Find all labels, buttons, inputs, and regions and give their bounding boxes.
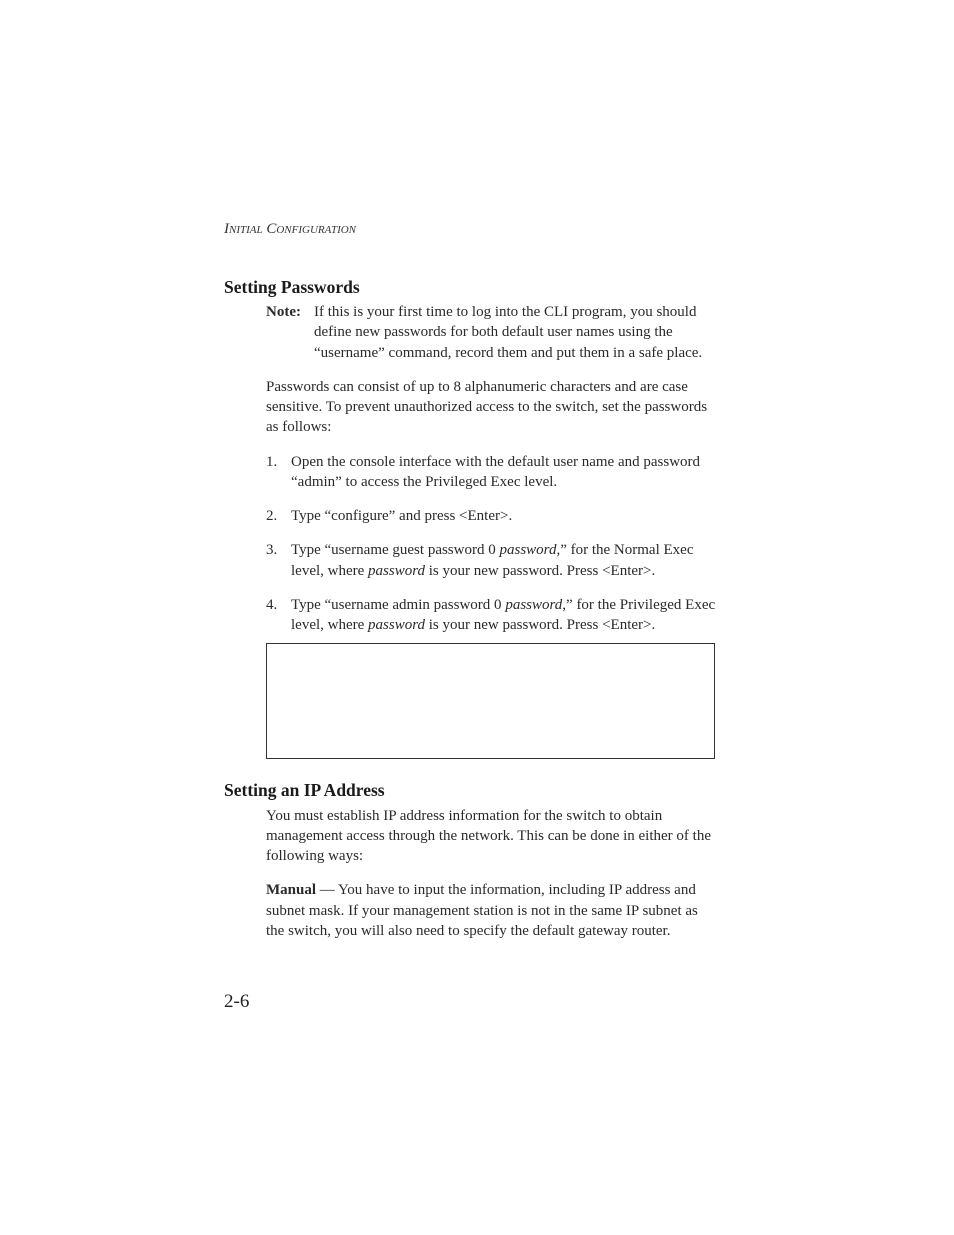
text: — You have to input the information, including IP address and (316, 882, 696, 898)
step-2-line-1: Type “configure” and press <Enter>. (291, 508, 513, 524)
text: ,” for the Normal Exec (556, 542, 694, 558)
note-line-2: define new passwords for both default user names using the (314, 324, 673, 340)
section-title-ip-address: Setting an IP Address (224, 780, 385, 800)
step-number: 3. (266, 542, 278, 558)
italic-term: password (505, 597, 563, 613)
page-number: 2-6 (224, 991, 250, 1012)
text: Type “username guest password 0 (291, 542, 500, 558)
text: is your new password. Press <Enter>. (425, 563, 656, 579)
section-title-passwords: Setting Passwords (224, 277, 360, 297)
text: level, where (291, 617, 369, 633)
note-line-3: “username” command, record them and put them in a safe place. (314, 345, 703, 361)
text: ,” for the Privileged Exec (562, 597, 716, 613)
italic-term: password (368, 563, 426, 579)
italic-term: password (368, 617, 426, 633)
note-label: Note: (266, 304, 301, 320)
step-number: 4. (266, 597, 278, 613)
step-4-line-2 (291, 615, 655, 636)
step-3-line-2 (291, 561, 655, 582)
running-head: Initial Configuration (224, 221, 357, 237)
ip-intro-line-1: You must establish IP address information for the switch to obtain (266, 808, 663, 824)
step-1-line-1: Open the console interface with the default user name and password (291, 454, 701, 470)
intro-line-3: as follows: (266, 419, 332, 435)
italic-term: password (499, 542, 557, 558)
text: Type “username admin password 0 (291, 597, 506, 613)
ip-intro-line-2: management access through the network. This can be done in either of the (266, 828, 711, 844)
ip-intro-line-3: following ways: (266, 848, 364, 864)
cli-example-box (266, 643, 715, 759)
text: is your new password. Press <Enter>. (425, 617, 656, 633)
step-3-line-1 (291, 540, 693, 561)
manual-label: Manual (266, 882, 317, 898)
manual-line-3: the switch, you will also need to specify the default gateway router. (266, 923, 671, 939)
intro-line-2: sensitive. To prevent unauthorized access to the switch, set the passwords (266, 399, 708, 415)
step-number: 1. (266, 454, 278, 470)
text: level, where (291, 563, 369, 579)
step-1-line-2: “admin” to access the Privileged Exec level. (291, 474, 558, 490)
note-line-1: If this is your first time to log into the CLI program, you should (314, 304, 697, 320)
step-number: 2. (266, 508, 278, 524)
manual-line-2: subnet mask. If your management station is not in the same IP subnet as (266, 903, 698, 919)
intro-line-1: Passwords can consist of up to 8 alphanumeric characters and are case (266, 379, 688, 395)
manual-line-1 (266, 880, 696, 901)
step-4-line-1 (291, 595, 715, 616)
